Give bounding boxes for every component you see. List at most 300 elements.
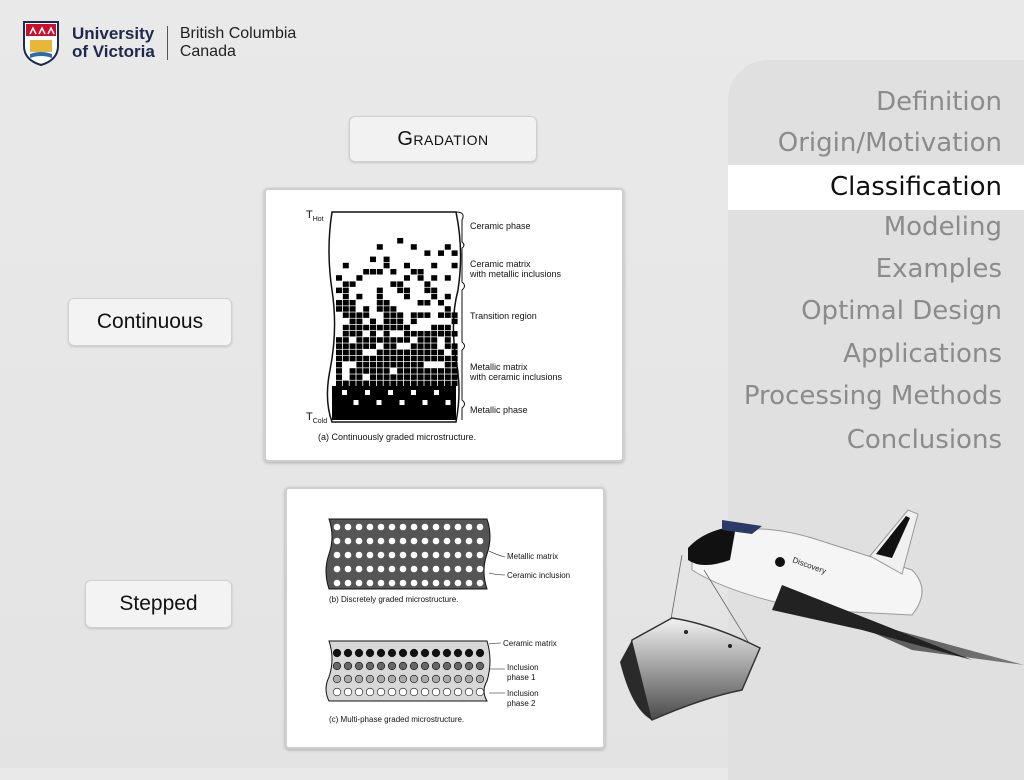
university-name-line1: University: [72, 24, 155, 43]
microstructure-cell: [390, 312, 396, 318]
inclusion-dot: [400, 552, 407, 559]
microstructure-cell: [336, 362, 342, 368]
microstructure-cell: [431, 275, 437, 281]
microstructure-cell: [384, 337, 390, 343]
microstructure-cell: [370, 362, 376, 368]
microstructure-cell: [438, 350, 444, 356]
microstructure-cell: [445, 306, 451, 312]
microstructure-cell: [424, 331, 430, 337]
inclusion-dot: [466, 552, 473, 559]
microstructure-cell: [350, 300, 356, 306]
inclusion-dot: [433, 524, 440, 531]
inclusion-dot: [345, 566, 352, 573]
microstructure-cell: [445, 275, 451, 281]
microstructure-cell: [342, 390, 347, 395]
microstructure-cell: [404, 288, 410, 294]
microstructure-cell: [424, 300, 430, 306]
microstructure-cell: [343, 300, 349, 306]
microstructure-cell: [397, 356, 403, 362]
annotation-metallic-matrix-b: Metallic matrix: [507, 552, 559, 561]
microstructure-cell: [446, 400, 451, 405]
inclusion-dot: [333, 675, 341, 683]
microstructure-cell: [411, 374, 417, 380]
microstructure-cell: [384, 319, 390, 325]
microstructure-cell: [377, 356, 383, 362]
microstructure-cell: [411, 381, 417, 387]
inclusion-dot: [345, 538, 352, 545]
microstructure-cell: [404, 275, 410, 281]
microstructure-cell: [452, 319, 458, 325]
inclusion-dot: [477, 580, 484, 587]
microstructure-cell: [336, 381, 342, 387]
inclusion-dot: [377, 649, 385, 657]
region-name-line1: British Columbia: [179, 25, 297, 42]
microstructure-cell: [404, 362, 410, 368]
inclusion-dot: [477, 566, 484, 573]
microstructure-cell: [418, 381, 424, 387]
microstructure-cell: [438, 368, 444, 374]
microstructure-cell: [343, 381, 349, 387]
space-shuttle-illustration: [612, 500, 1024, 760]
inclusion-dot: [366, 649, 374, 657]
microstructure-cell: [445, 331, 451, 337]
inclusion-dot: [444, 552, 451, 559]
microstructure-cell: [411, 390, 416, 395]
microstructure-cell: [452, 350, 458, 356]
inclusion-dot: [388, 688, 396, 696]
microstructure-cell: [350, 374, 356, 380]
microstructure-cell: [418, 331, 424, 337]
microstructure-cell: [390, 356, 396, 362]
microstructure-cell: [438, 331, 444, 337]
microstructure-cell: [397, 362, 403, 368]
nav-item-origin-motivation[interactable]: Origin/Motivation: [777, 128, 1002, 158]
microstructure-cell: [377, 300, 383, 306]
microstructure-cell: [397, 238, 403, 244]
microstructure-cell: [431, 288, 437, 294]
microstructure-cell: [350, 306, 356, 312]
inclusion-dot: [411, 552, 418, 559]
microstructure-cell: [377, 294, 383, 300]
inclusion-dot: [444, 538, 451, 545]
microstructure-cell: [438, 374, 444, 380]
microstructure-cell: [370, 381, 376, 387]
inclusion-dot: [378, 538, 385, 545]
microstructure-cell: [404, 337, 410, 343]
microstructure-cell: [356, 312, 362, 318]
microstructure-cell: [336, 288, 342, 294]
microstructure-cell: [452, 356, 458, 362]
microstructure-cell: [363, 312, 369, 318]
inclusion-dot: [333, 688, 341, 696]
inclusion-dot: [378, 566, 385, 573]
microstructure-cell: [424, 343, 430, 349]
microstructure-cell: [431, 294, 437, 300]
microstructure-cell: [452, 312, 458, 318]
microstructure-cell: [404, 331, 410, 337]
inclusion-dot: [367, 566, 374, 573]
inclusion-dot: [344, 649, 352, 657]
inclusion-dot: [422, 552, 429, 559]
microstructure-cell: [445, 368, 451, 374]
inclusion-dot: [333, 649, 341, 657]
microstructure-cell: [343, 337, 349, 343]
microstructure-cell: [343, 281, 349, 287]
annotation-metallic-phase: Metallic phase: [470, 405, 528, 415]
microstructure-cell: [397, 337, 403, 343]
microstructure-cell: [445, 244, 451, 250]
microstructure-cell: [356, 275, 362, 281]
microstructure-cell: [350, 356, 356, 362]
annotation-ceramic-matrix: Ceramic matrix: [470, 259, 531, 269]
microstructure-cell: [423, 400, 428, 405]
nav-item-conclusions[interactable]: Conclusions: [846, 425, 1002, 455]
inclusion-dot: [421, 662, 429, 670]
microstructure-cell: [418, 350, 424, 356]
inclusion-dot: [389, 524, 396, 531]
inclusion-dot: [345, 552, 352, 559]
inclusion-dot: [466, 580, 473, 587]
microstructure-cell: [431, 325, 437, 331]
inclusion-dot: [455, 524, 462, 531]
microstructure-cell: [431, 331, 437, 337]
inclusion-dot: [377, 662, 385, 670]
region-name: [180, 25, 296, 61]
nav-item-processing-methods[interactable]: Processing Methods: [743, 381, 1002, 411]
microstructure-cell: [384, 356, 390, 362]
inclusion-dot: [356, 580, 363, 587]
nav-item-classification[interactable]: Classification: [728, 165, 1024, 210]
inclusion-dot: [433, 566, 440, 573]
inclusion-dot: [345, 580, 352, 587]
inclusion-dot: [377, 688, 385, 696]
microstructure-cell: [384, 306, 390, 312]
microstructure-cell: [418, 300, 424, 306]
inclusion-dot: [400, 566, 407, 573]
microstructure-cell: [356, 331, 362, 337]
inclusion-dot: [421, 688, 429, 696]
microstructure-cell: [363, 325, 369, 331]
inclusion-dot: [356, 566, 363, 573]
microstructure-cell: [424, 250, 430, 256]
inclusion-dot: [333, 662, 341, 670]
microstructure-cell: [377, 325, 383, 331]
microstructure-cell: [431, 374, 437, 380]
microstructure-cell: [424, 356, 430, 362]
microstructure-cell: [418, 337, 424, 343]
continuous-microstructure-diagram: [266, 190, 622, 460]
microstructure-cell: [363, 368, 369, 374]
inclusion-dot: [389, 580, 396, 587]
microstructure-cell: [418, 362, 424, 368]
microstructure-cell: [390, 281, 396, 287]
microstructure-cell: [404, 368, 410, 374]
microstructure-cell: [424, 350, 430, 356]
microstructure-cell: [418, 275, 424, 281]
inclusion-dot: [399, 688, 407, 696]
inclusion-dot: [476, 662, 484, 670]
microstructure-cell: [445, 362, 451, 368]
inclusion-dot: [465, 675, 473, 683]
continuous-label: Continuous: [68, 298, 232, 346]
microstructure-cell: [411, 343, 417, 349]
microstructure-cell: [390, 350, 396, 356]
microstructure-cell: [343, 356, 349, 362]
microstructure-cell: [424, 381, 430, 387]
inclusion-dot: [411, 538, 418, 545]
microstructure-cell: [356, 325, 362, 331]
microstructure-cell: [370, 337, 376, 343]
microstructure-cell: [452, 368, 458, 374]
inclusion-dot: [433, 580, 440, 587]
microstructure-cell: [384, 263, 390, 269]
continuous-figure: [264, 188, 624, 462]
inclusion-dot: [355, 688, 363, 696]
microstructure-cell: [438, 312, 444, 318]
inclusion-dot: [477, 538, 484, 545]
university-name: [72, 25, 155, 61]
microstructure-cell: [377, 244, 383, 250]
multiphase-caption: (c) Multi-phase graded microstructure.: [329, 715, 465, 724]
discrete-caption: (b) Discretely graded microstructure.: [329, 595, 459, 604]
microstructure-cell: [397, 368, 403, 374]
inclusion-dot: [465, 662, 473, 670]
inclusion-dot: [465, 649, 473, 657]
microstructure-cell: [363, 362, 369, 368]
inclusion-dot: [455, 580, 462, 587]
microstructure-cell: [370, 257, 376, 263]
microstructure-cell: [452, 374, 458, 380]
inclusion-dot: [356, 538, 363, 545]
university-name-line2: of Victoria: [72, 42, 155, 61]
inclusion-dot: [388, 675, 396, 683]
inclusion-dot: [421, 675, 429, 683]
inclusion-dot: [334, 524, 341, 531]
microstructure-cell: [397, 319, 403, 325]
microstructure-cell: [404, 374, 410, 380]
inclusion-dot: [367, 580, 374, 587]
microstructure-cell: [384, 362, 390, 368]
inclusion-dot: [334, 538, 341, 545]
microstructure-cell: [390, 381, 396, 387]
microstructure-cell: [336, 275, 342, 281]
microstructure-cell: [404, 350, 410, 356]
nav-item-applications[interactable]: Applications: [843, 339, 1002, 369]
inclusion-dot: [344, 688, 352, 696]
inclusion-dot: [443, 675, 451, 683]
inclusion-dot: [389, 538, 396, 545]
stepped-label: Stepped: [85, 580, 232, 628]
microstructure-cell: [350, 343, 356, 349]
t-cold-label: $T_{Cold}$: [306, 411, 328, 425]
microstructure-cell: [411, 244, 417, 250]
microstructure-cell: [418, 312, 424, 318]
region-name-line2: Canada: [179, 43, 236, 60]
inclusion-dot: [443, 649, 451, 657]
microstructure-cell: [397, 288, 403, 294]
inclusion-dot: [432, 662, 440, 670]
inclusion-dot: [389, 566, 396, 573]
nav-item-examples[interactable]: Examples: [875, 254, 1002, 284]
microstructure-cell: [336, 337, 342, 343]
microstructure-cell: [397, 350, 403, 356]
microstructure-cell: [356, 294, 362, 300]
microstructure-cell: [343, 312, 349, 318]
microstructure-cell: [418, 269, 424, 275]
inclusion-dot: [432, 649, 440, 657]
microstructure-cell: [411, 331, 417, 337]
inclusion-dot: [433, 538, 440, 545]
microstructure-cell: [356, 362, 362, 368]
shuttle-nose-icon: [688, 526, 736, 565]
microstructure-cell: [370, 368, 376, 374]
microstructure-cell: [411, 350, 417, 356]
microstructure-cell: [363, 269, 369, 275]
microstructure-cell: [452, 381, 458, 387]
microstructure-cell: [388, 390, 393, 395]
microstructure-cell: [370, 325, 376, 331]
microstructure-cell: [397, 381, 403, 387]
annotation-ceramic-inclusion: Ceramic inclusion: [507, 571, 571, 580]
microstructure-cell: [390, 374, 396, 380]
inclusion-dot: [366, 675, 374, 683]
microstructure-cell: [390, 362, 396, 368]
microstructure-cell: [424, 312, 430, 318]
inclusion-dot: [476, 688, 484, 696]
microstructure-cell: [370, 331, 376, 337]
microstructure-cell: [390, 325, 396, 331]
microstructure-cell: [452, 343, 458, 349]
inclusion-dot: [466, 566, 473, 573]
microstructure-cell: [384, 325, 390, 331]
inclusion-dot: [411, 566, 418, 573]
annotation-transition-region: Transition region: [470, 311, 537, 321]
microstructure-cell: [438, 250, 444, 256]
microstructure-cell: [411, 356, 417, 362]
microstructure-cell: [438, 356, 444, 362]
microstructure-cell: [336, 368, 342, 374]
nav-item-definition[interactable]: Definition: [876, 87, 1002, 117]
microstructure-cell: [356, 374, 362, 380]
inclusion-dot: [367, 538, 374, 545]
microstructure-cell: [384, 374, 390, 380]
microstructure-cell: [356, 356, 362, 362]
microstructure-cell: [377, 362, 383, 368]
inclusion-dot: [422, 524, 429, 531]
logo-divider: [167, 26, 168, 60]
microstructure-cell: [356, 319, 362, 325]
microstructure-cell: [431, 381, 437, 387]
inclusion-dot: [388, 662, 396, 670]
inclusion-dot: [444, 580, 451, 587]
microstructure-cell: [384, 257, 390, 263]
microstructure-cell: [431, 368, 437, 374]
inclusion-dot: [466, 524, 473, 531]
inclusion-dot: [378, 524, 385, 531]
microstructure-cell: [377, 381, 383, 387]
inclusion-dot: [400, 524, 407, 531]
inclusion-dot: [355, 662, 363, 670]
inclusion-dot: [443, 662, 451, 670]
microstructure-cell: [377, 350, 383, 356]
microstructure-cell: [390, 319, 396, 325]
inclusion-dot: [345, 524, 352, 531]
microstructure-cell: [354, 400, 359, 405]
microstructure-cell: [390, 343, 396, 349]
microstructure-cell: [377, 269, 383, 275]
microstructure-cell: [445, 343, 451, 349]
microstructure-cell: [404, 381, 410, 387]
inclusion-dot: [476, 649, 484, 657]
microstructure-cell: [343, 331, 349, 337]
inclusion-dot: [432, 688, 440, 696]
microstructure-cell: [377, 400, 382, 405]
annotation-inclusion-2: Inclusion: [507, 689, 539, 698]
microstructure-cell: [452, 331, 458, 337]
microstructure-cell: [336, 356, 342, 362]
inclusion-dot: [378, 580, 385, 587]
microstructure-cell: [418, 374, 424, 380]
microstructure-cell: [384, 350, 390, 356]
nav-item-optimal-design[interactable]: Optimal Design: [801, 296, 1002, 326]
annotation-metallic-inclusions: with metallic inclusions: [470, 269, 562, 279]
inclusion-dot: [410, 662, 418, 670]
microstructure-cell: [343, 263, 349, 269]
microstructure-cell: [445, 337, 451, 343]
microstructure-cell: [404, 356, 410, 362]
microstructure-cell: [418, 368, 424, 374]
annotation-inclusion-1: Inclusion: [507, 663, 539, 672]
microstructure-cell: [397, 325, 403, 331]
microstructure-cell: [350, 350, 356, 356]
inclusion-dot: [454, 662, 462, 670]
inclusion-dot: [454, 649, 462, 657]
inclusion-dot: [388, 649, 396, 657]
inclusion-dot: [377, 675, 385, 683]
stepped-microstructure-diagram: [287, 489, 603, 747]
inclusion-dot: [432, 675, 440, 683]
inclusion-dot: [411, 580, 418, 587]
inclusion-dot: [410, 649, 418, 657]
inclusion-dot: [334, 552, 341, 559]
microstructure-cell: [431, 343, 437, 349]
inclusion-dot: [422, 566, 429, 573]
inclusion-dot: [344, 662, 352, 670]
microstructure-cell: [452, 362, 458, 368]
inclusion-dot: [399, 675, 407, 683]
microstructure-cell: [438, 300, 444, 306]
microstructure-cell: [370, 319, 376, 325]
microstructure-cell: [384, 381, 390, 387]
microstructure-cell: [400, 400, 405, 405]
inclusion-dot: [444, 566, 451, 573]
inclusion-dot: [455, 538, 462, 545]
microstructure-cell: [336, 343, 342, 349]
inclusion-dot: [476, 675, 484, 683]
microstructure-cell: [431, 263, 437, 269]
microstructure-cell: [356, 381, 362, 387]
inclusion-dot: [477, 524, 484, 531]
university-crest-icon: [22, 20, 60, 66]
microstructure-cell: [431, 337, 437, 343]
microstructure-cell: [411, 319, 417, 325]
microstructure-cell: [404, 294, 410, 300]
inclusion-dot: [355, 675, 363, 683]
microstructure-cell: [445, 312, 451, 318]
microstructure-cell: [411, 368, 417, 374]
nav-item-modeling[interactable]: Modeling: [883, 212, 1002, 242]
annotation-ceramic-matrix-c: Ceramic matrix: [503, 639, 557, 648]
